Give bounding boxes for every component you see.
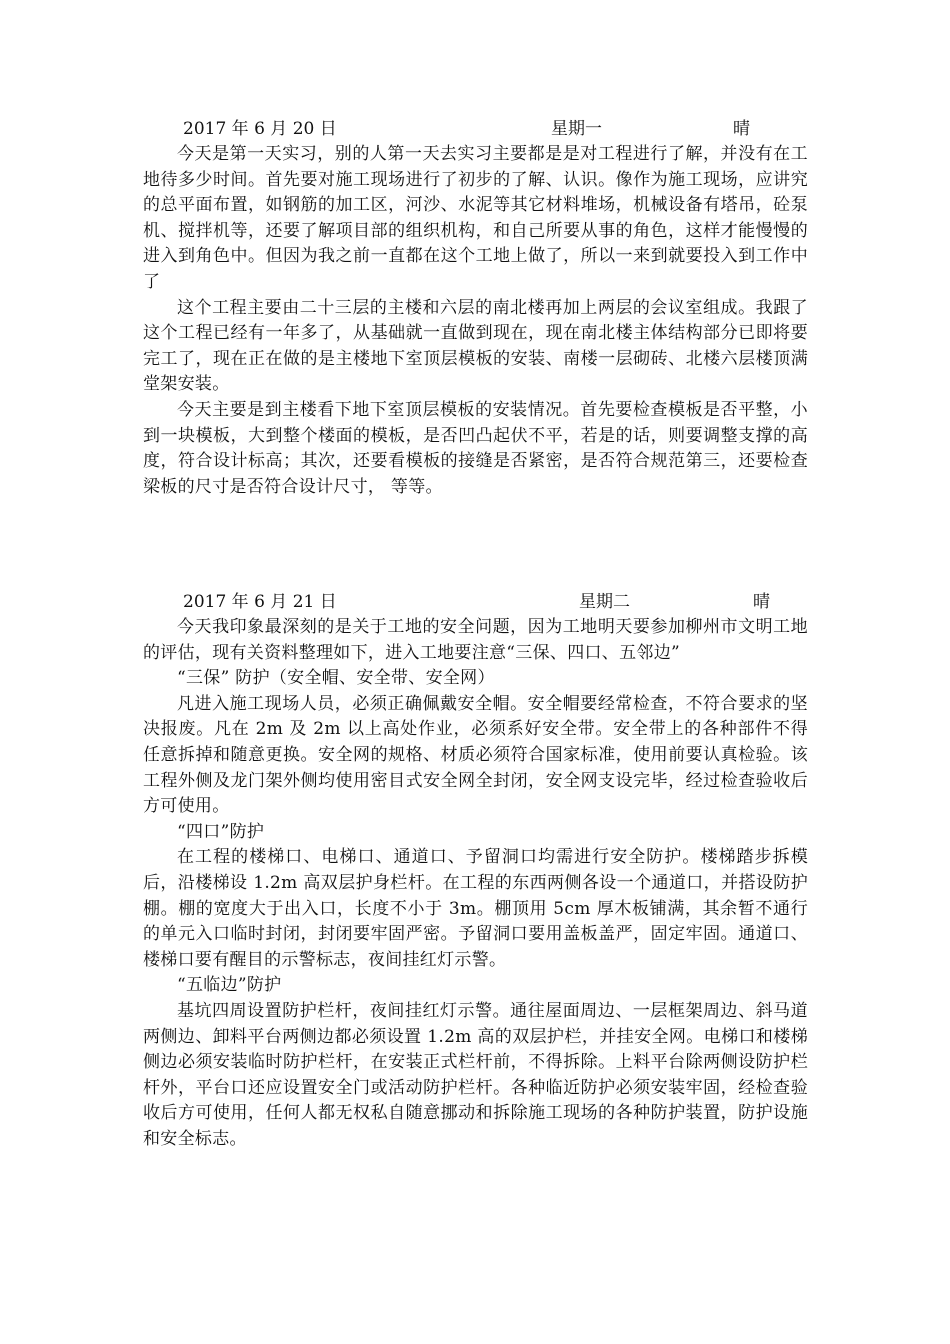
entry-date: 2017 年 6 月 21 日	[183, 592, 337, 612]
entry-weekday: 星期二	[579, 592, 630, 612]
section-body: 在工程的楼梯口、电梯口、通道口、予留洞口均需进行安全防护。楼梯踏步拆模后，沿楼梯设 1.2m 高双层护身栏杆。在工程的东西两侧各设一个通道口，并搭设防护棚。棚的宽度大于出入口，长度不小于 3m。棚顶用 5cm 厚木板铺满，其余暂不通行的单元入口临时封闭，封闭要牢固严密。予留洞口要用盖板盖严，固定牢固。通道口、楼梯口要有醒目的示警标志，夜间挂红灯示警。	[143, 847, 808, 970]
entry-paragraph: 这个工程主要由二十三层的主楼和六层的南北楼再加上两层的会议室组成。我跟了这个工程已经有一年多了，从基础就一直做到现在，现在南北楼主体结构部分已即将要完工了，现在正在做的是主楼地下室顶层模板的安装、南楼一层砌砖、北楼六层楼顶满堂架安装。	[143, 297, 808, 395]
entry-weather: 晴	[733, 119, 750, 139]
section-heading: “四口”防护	[177, 821, 265, 842]
entry-header	[143, 116, 808, 142]
entry-header	[143, 589, 808, 615]
entry-paragraph: 今天是第一天实习，别的人第一天去实习主要都是是对工程进行了解，并没有在工地待多少时间。首先要对施工现场进行了初步的了解、认识。像作为施工现场，应讲究的总平面布置，如钢筋的加工区，河沙、水泥等其它材料堆场，机械设备有塔吊，砼泵机、搅拌机等，还要了解项目部的组织机构，和自己所要从事的角色，这样才能慢慢的进入到角色中。但因为我之前一直都在这个工地上做了，所以一来到就要投入到工作中了	[143, 144, 808, 292]
section-heading: “三保” 防护（安全帽、安全带、安全网）	[177, 668, 495, 689]
section-body: 凡进入施工现场人员，必须正确佩戴安全帽。安全帽要经常检查，不符合要求的坚决报废。凡在 2m 及 2m 以上高处作业，必须系好安全带。安全带上的各种部件不得任意拆掉和随意更换。安全网的规格、材质必须符合国家标准，使用前要认真检验。该工程外侧及龙门架外侧均使用密目式安全网全封闭，安全网支设完毕，经过检查验收后方可使用。	[143, 693, 808, 817]
section-body: 基坑四周设置防护栏杆，夜间挂红灯示警。通往屋面周边、一层框架周边、斜马道两侧边、卸料平台两侧边都必须设置 1.2m 高的双层护栏，并挂安全网。电梯口和楼梯侧边必须安装临时防护栏杆，在安装正式栏杆前，不得拆除。上料平台除两侧设防护栏杆外，平台口还应设置安全门或活动防护栏杆。各种临近防护必须安装牢固，经检查验收后方可使用，任何人都无权私自随意挪动和拆除施工现场的各种防护装置，防护设施和安全标志。	[143, 1000, 808, 1149]
entry-weekday: 星期一	[551, 119, 602, 139]
section-heading: “五临边”防护	[177, 975, 282, 996]
entry-paragraph: 今天主要是到主楼看下地下室顶层模板的安装情况。首先要检查模板是否平整，小到一块模板，大到整个楼面的模板，是否凹凸起伏不平，若是的话，则要调整支撑的高度，符合设计标高；其次，还要看模板的接缝是否紧密，是否符合规范第三，还要检查梁板的尺寸是否符合设计尺寸， 等等。	[143, 399, 808, 497]
entry-intro: 今天我印象最深刻的是关于工地的安全问题，因为工地明天要参加柳州市文明工地的评估，现有关资料整理如下，进入工地要注意“三保、四口、五邻边”	[143, 617, 808, 663]
diary-entry	[143, 116, 808, 500]
diary-entry	[143, 589, 808, 1152]
entry-weather: 晴	[753, 592, 770, 612]
entry-date: 2017 年 6 月 20 日	[183, 119, 337, 139]
